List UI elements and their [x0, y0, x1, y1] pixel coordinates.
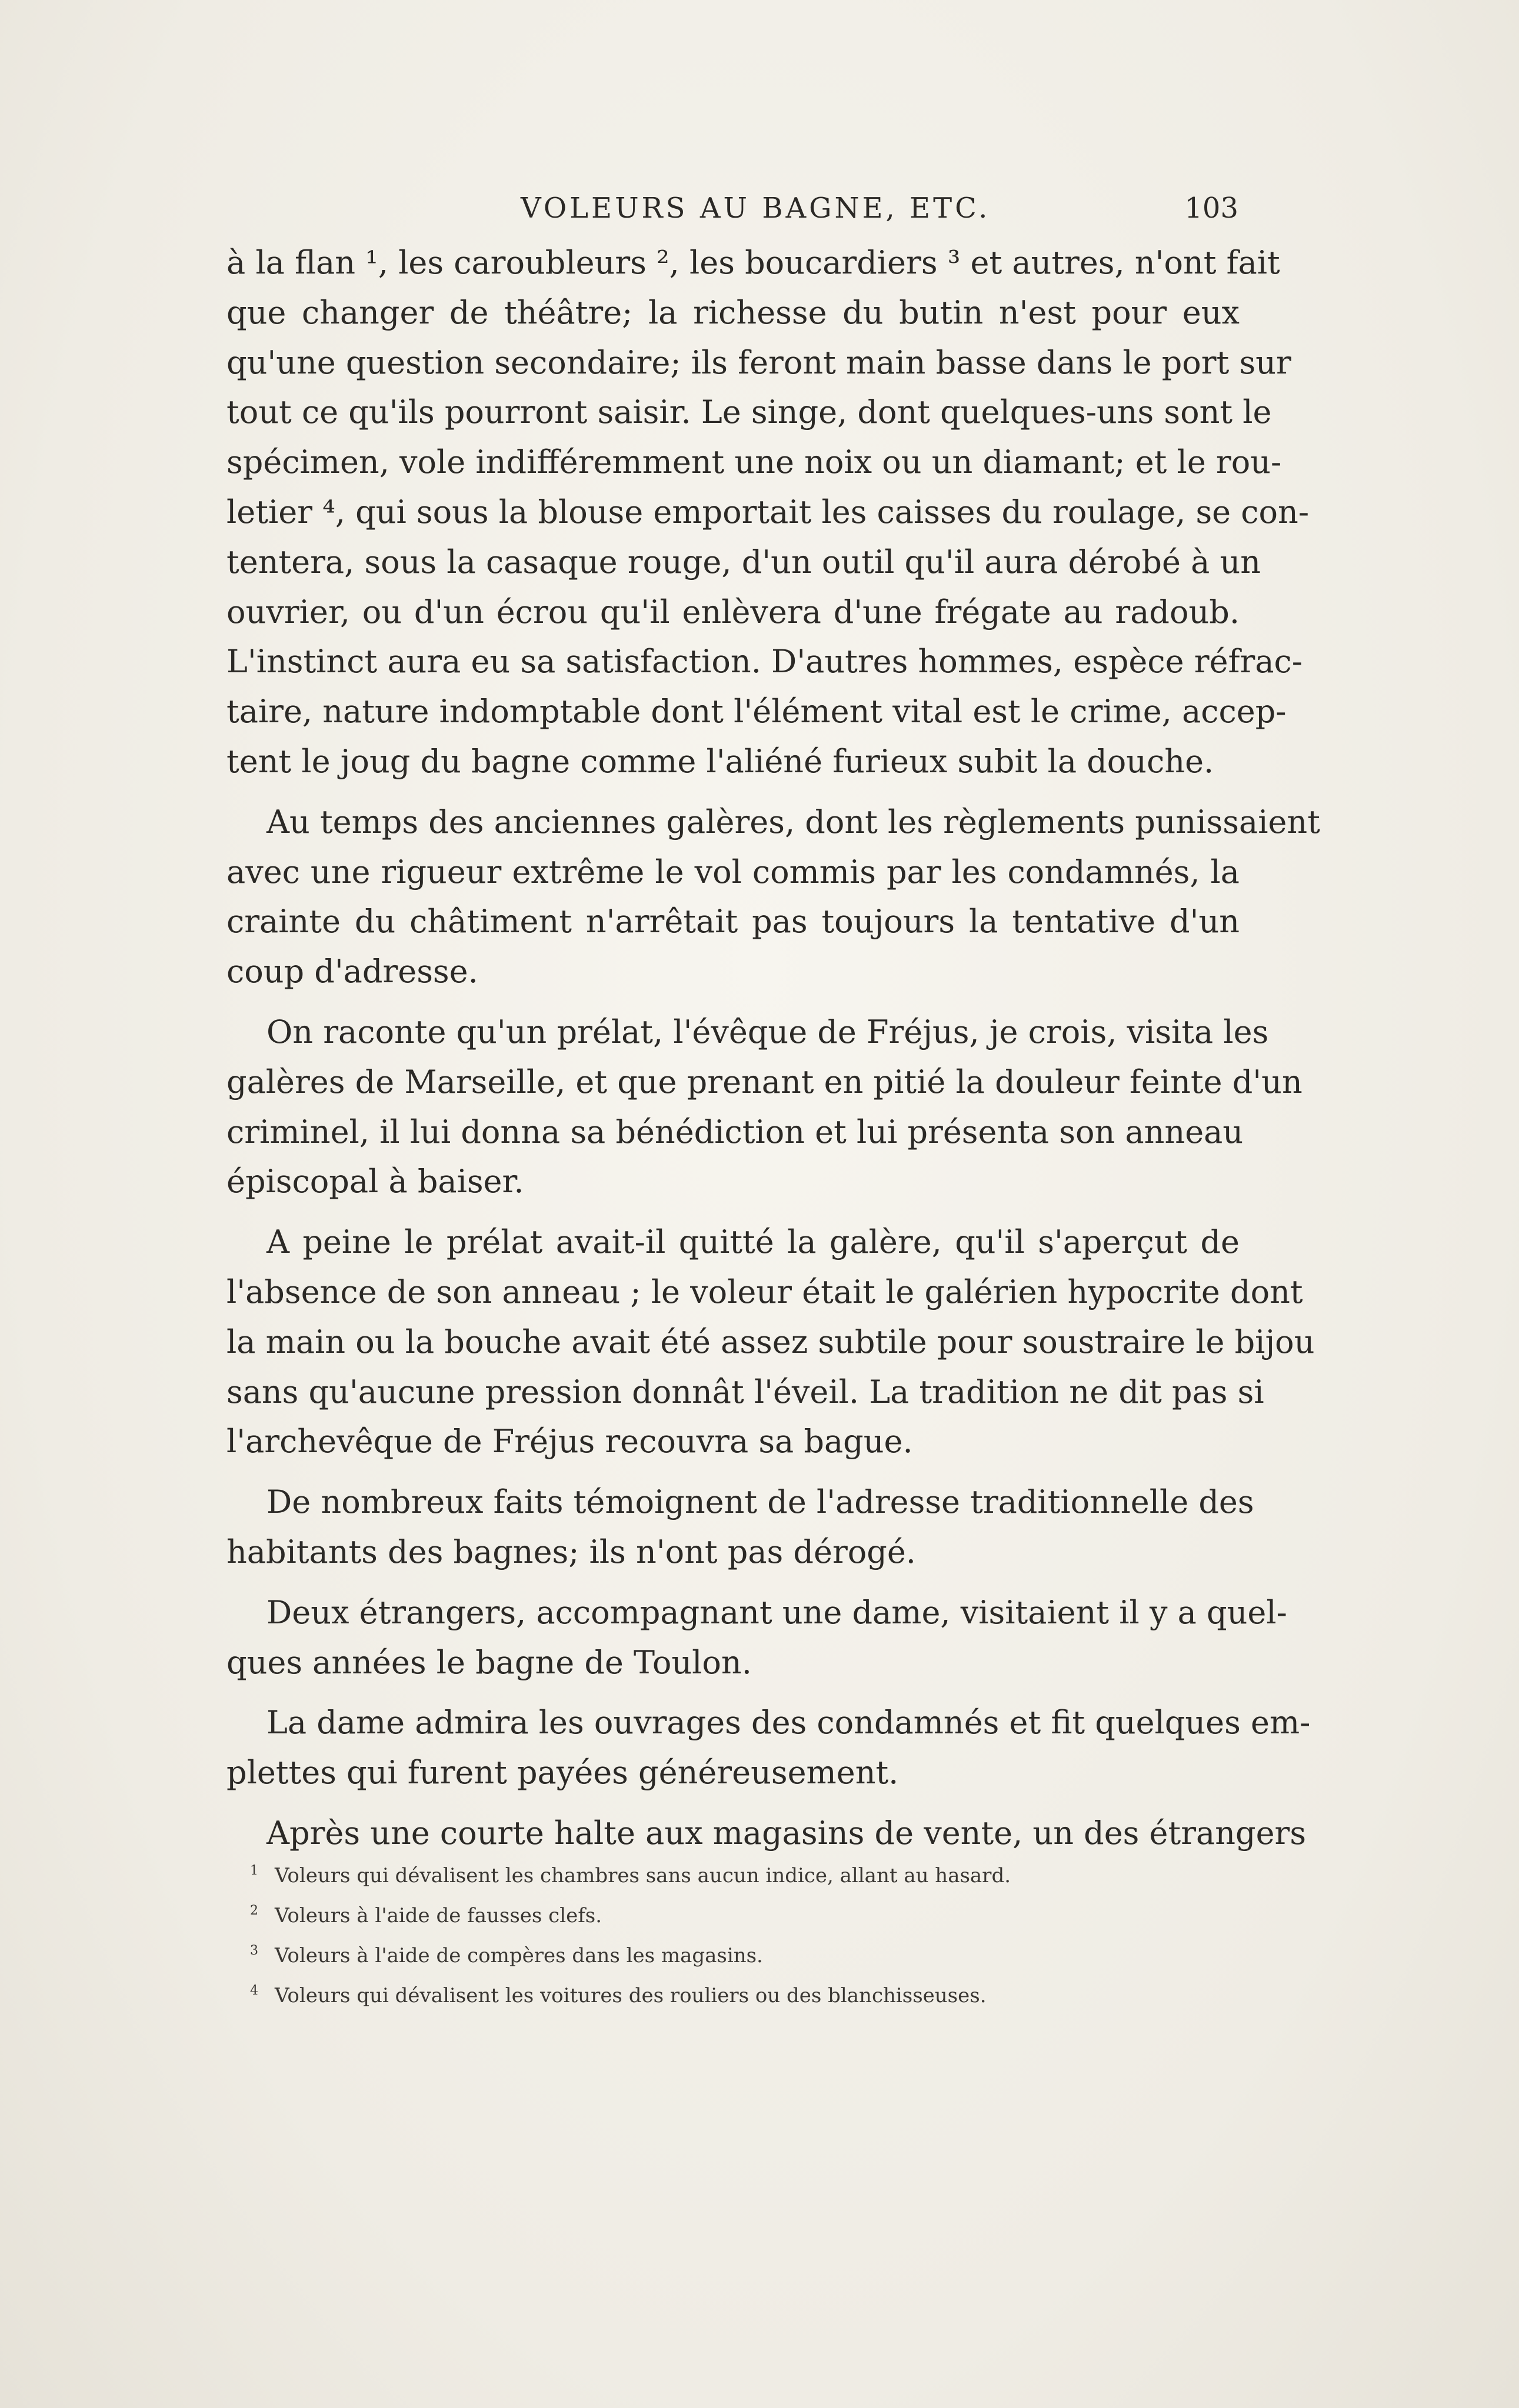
text-line: que changer de théâtre; la richesse du butin n'est pour eux [226, 294, 1240, 331]
text-line: criminel, il lui donna sa bénédiction et lui présenta son anneau [226, 1113, 1244, 1150]
footnote [250, 1856, 1168, 1896]
text-line: épiscopal à baiser. [226, 1163, 524, 1200]
body-text [226, 238, 1320, 1859]
text-line: Deux étrangers, accompagnant une dame, visitaient il y a quel- [267, 1593, 1287, 1631]
text-line: habitants des bagnes; ils n'ont pas dérogé. [226, 1533, 916, 1570]
text-line: spécimen, vole indifféremment une noix ou un diamant; et le rou- [226, 443, 1282, 481]
text-line: ouvrier, ou d'un écrou qu'il enlèvera d'une frégate au radoub. [226, 593, 1240, 631]
text-line: De nombreux faits témoignent de l'adresse traditionnelle des [267, 1483, 1254, 1521]
footnote-text: Voleurs qui dévalisent les chambres sans aucun indice, allant au hasard. [275, 1864, 1011, 1887]
text-line: crainte du châtiment n'arrêtait pas toujours la tentative d'un [226, 903, 1240, 940]
footnote-text: Voleurs à l'aide de fausses clefs. [275, 1904, 602, 1927]
text-line: à la flan ¹, les caroubleurs ², les boucardiers ³ et autres, n'ont fait [226, 244, 1280, 281]
paragraph [226, 1809, 1307, 1859]
text-line: coup d'adresse. [226, 953, 478, 990]
paragraph [226, 1218, 1315, 1467]
text-line: La dame admira les ouvrages des condamnés et fit quelques em- [267, 1704, 1311, 1742]
footnote [250, 1936, 1168, 1976]
text-line: A peine le prélat avait-il quitté la galère, qu'il s'aperçut de [267, 1223, 1240, 1261]
text-line: l'archevêque de Fréjus recouvra sa bague. [226, 1423, 913, 1460]
text-line: qu'une question secondaire; ils feront main basse dans le port sur [226, 343, 1291, 381]
text-line: la main ou la bouche avait été assez subtile pour soustraire le bijou [226, 1323, 1315, 1360]
text-line: tent le joug du bagne comme l'aliéné furieux subit la douche. [226, 742, 1214, 780]
page-header [226, 192, 1238, 227]
text-line: tout ce qu'ils pourront saisir. Le singe, dont quelques-uns sont le [226, 393, 1272, 431]
footnote-text: Voleurs qui dévalisent les voitures des rouliers ou des blanchisseuses. [275, 1984, 987, 2007]
text-line: Au temps des anciennes galères, dont les règlements punissaient [267, 803, 1320, 841]
paragraph [226, 1698, 1311, 1798]
paragraph [226, 798, 1320, 997]
text-line: ques années le bagne de Toulon. [226, 1643, 752, 1681]
text-line: tentera, sous la casaque rouge, d'un outil qu'il aura dérobé à un [226, 543, 1261, 581]
paragraph [226, 1478, 1254, 1577]
footnote-text: Voleurs à l'aide de compères dans les magasins. [275, 1944, 763, 1967]
footnote-mark: 4 [250, 1983, 258, 1998]
page-number: 103 [1184, 192, 1238, 225]
paragraph [226, 238, 1310, 787]
text-line: galères de Marseille, et que prenant en pitié la douleur feinte d'un [226, 1063, 1303, 1100]
footnote [250, 1896, 1168, 1936]
text-line: sans qu'aucune pression donnât l'éveil. La tradition ne dit pas si [226, 1373, 1264, 1410]
text-line: taire, nature indomptable dont l'élément vital est le crime, accep- [226, 693, 1287, 731]
text-line: On raconte qu'un prélat, l'évêque de Fréjus, je crois, visita les [267, 1013, 1269, 1050]
footnotes [250, 1856, 1168, 2016]
footnote [250, 1976, 1168, 2016]
paragraph [226, 1008, 1303, 1207]
text-line: L'instinct aura eu sa satisfaction. D'autres hommes, espèce réfrac- [226, 643, 1303, 681]
footnote-mark: 2 [250, 1903, 258, 1918]
text-line: l'absence de son anneau ; le voleur était le galérien hypocrite dont [226, 1273, 1303, 1310]
footnote-mark: 1 [250, 1863, 258, 1878]
paragraph [226, 1588, 1287, 1688]
text-line: Après une courte halte aux magasins de vente, un des étrangers [267, 1814, 1307, 1852]
text-line: plettes qui furent payées généreusement. [226, 1754, 899, 1792]
footnote-mark: 3 [250, 1943, 258, 1958]
text-line: avec une rigueur extrême le vol commis par les condamnés, la [226, 853, 1240, 891]
running-title: VOLEURS AU BAGNE, ETC. [521, 192, 991, 225]
text-line: letier ⁴, qui sous la blouse emportait les caisses du roulage, se con- [226, 493, 1310, 531]
